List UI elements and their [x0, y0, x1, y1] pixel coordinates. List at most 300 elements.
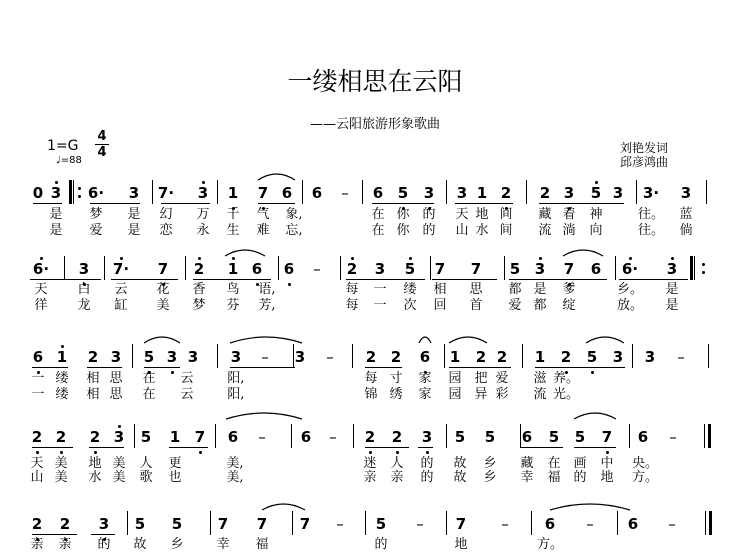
lyric-syllable: 缕 — [55, 387, 69, 402]
slur — [550, 504, 630, 510]
lyric-line-2-1 — [0, 283, 750, 297]
lyric-syllable: 每 — [364, 371, 378, 386]
duration-underline — [32, 534, 77, 535]
jianpu-note: 6 — [281, 184, 293, 202]
bar-line — [134, 424, 135, 448]
lyric-syllable: 气 — [256, 207, 270, 222]
jianpu-note: 5 — [590, 184, 602, 202]
octave-dot — [396, 451, 399, 454]
bar-line — [362, 180, 363, 204]
duration-underline — [619, 279, 688, 280]
lyric-syllable: 忘, — [285, 223, 303, 238]
lyric-syllable: 地 — [600, 470, 614, 485]
lyric-syllable: 的 — [97, 537, 111, 552]
bar-line — [522, 344, 523, 368]
lyric-syllable: 异 — [474, 387, 488, 402]
lyric-syllable: 的 — [420, 470, 434, 485]
lyric-syllable: 缕 — [55, 371, 69, 386]
stave-4 — [0, 424, 750, 454]
lyric-syllable: 歌 — [139, 470, 153, 485]
lyric-syllable: 地 — [454, 537, 468, 552]
jianpu-note: 6 — [590, 260, 602, 278]
bar-line — [185, 256, 186, 280]
lyric-syllable: 方。 — [536, 537, 564, 552]
bar-line — [708, 344, 709, 368]
bar-line — [531, 511, 532, 535]
slur — [226, 413, 302, 419]
jianpu-note: 0 — [32, 184, 44, 202]
jianpu-note: 3 — [612, 348, 624, 366]
jianpu-note: 1 — [56, 348, 68, 366]
duration-underline — [432, 279, 497, 280]
duration-underline — [574, 447, 616, 448]
jianpu-note: 1 — [476, 184, 488, 202]
lyric-syllable: 的 — [573, 470, 587, 485]
lyric-syllable: 是 — [665, 298, 679, 313]
bar-line — [215, 424, 216, 448]
lyric-syllable: 在 — [371, 207, 385, 222]
lyric-syllable: 也 — [168, 470, 182, 485]
bar-line — [217, 180, 218, 204]
jianpu-note: 5 — [143, 348, 155, 366]
lyric-syllable: 幻 — [159, 207, 173, 222]
jianpu-note: 2 — [365, 348, 377, 366]
lyric-syllable: 地 — [88, 456, 102, 471]
lyric-syllable: 人 — [139, 456, 153, 471]
lyric-syllable: 乡 — [170, 537, 184, 552]
jianpu-note: 2 — [496, 348, 508, 366]
lyric-syllable: 你 — [396, 223, 410, 238]
jianpu-note: 6 — [637, 428, 649, 446]
slur — [586, 337, 624, 343]
lyric-syllable: 藏 — [538, 207, 552, 222]
lyric-syllable: 永 — [196, 223, 210, 238]
lyric-syllable: 山 — [455, 223, 469, 238]
jianpu-note: 7 — [455, 515, 467, 533]
jianpu-note: – — [326, 348, 334, 366]
lyric-line-4-1 — [0, 457, 750, 471]
octave-dot — [595, 181, 598, 184]
lyric-syllable: 神 — [589, 207, 603, 222]
lyric-syllable: 养。 — [552, 371, 580, 386]
jianpu-note: 7 — [194, 428, 206, 446]
lyric-syllable: 的 — [374, 537, 388, 552]
lyric-syllable: 流 — [533, 387, 547, 402]
lyric-syllable: 亲 — [30, 537, 44, 552]
bar-line — [636, 180, 637, 204]
lyric-syllable: 往。 — [637, 223, 665, 238]
lyric-line-4-2 — [0, 471, 750, 485]
bar-line-thick — [690, 256, 693, 280]
lyric-syllable: 在 — [142, 371, 156, 386]
stave-3 — [0, 344, 750, 374]
octave-dot — [202, 181, 205, 184]
bar-line — [352, 344, 353, 368]
jianpu-note: 3 — [230, 348, 242, 366]
duration-underline — [89, 447, 124, 448]
jianpu-note: 7 — [256, 515, 268, 533]
time-denominator: 4 — [97, 145, 107, 160]
lyric-syllable: 蓝 — [679, 207, 693, 222]
bar-line — [705, 511, 706, 535]
lyric-syllable: 爱 — [495, 371, 509, 386]
duration-underline — [32, 367, 68, 368]
lyric-syllable: 美 — [112, 456, 126, 471]
bar-line — [210, 511, 211, 535]
jianpu-note: 7 — [217, 515, 229, 533]
lyric-syllable: 更 — [168, 456, 182, 471]
lyric-syllable: 倘 — [679, 223, 693, 238]
lyric-line-1-2 — [0, 224, 750, 238]
jianpu-note: 7 — [563, 260, 575, 278]
bar-line — [430, 256, 431, 280]
lyric-syllable: 间 — [499, 207, 513, 222]
jianpu-note: 6· — [32, 260, 50, 278]
slur — [144, 337, 180, 343]
jianpu-note: 2 — [500, 184, 512, 202]
bar-line — [292, 511, 293, 535]
octave-dot — [369, 451, 372, 454]
lyric-syllable: 云 — [114, 282, 128, 297]
bar-line — [504, 256, 505, 280]
octave-dot — [55, 181, 58, 184]
jianpu-note: 2 — [31, 515, 43, 533]
jianpu-note: – — [336, 515, 344, 533]
jianpu-note: 5 — [140, 428, 152, 446]
bar-line — [293, 344, 294, 368]
duration-underline — [32, 447, 73, 448]
bar-line — [446, 424, 447, 448]
jianpu-note: 3 — [98, 515, 110, 533]
bar-line — [444, 344, 445, 368]
bar-line — [526, 180, 527, 204]
bar-line — [127, 511, 128, 535]
jianpu-note: 7 — [257, 184, 269, 202]
bar-line — [291, 424, 292, 448]
lyric-syllable: 水 — [88, 470, 102, 485]
lyric-syllable: 光。 — [552, 387, 580, 402]
jianpu-note: 5 — [586, 348, 598, 366]
jianpu-note: – — [668, 515, 676, 533]
jianpu-note: 5 — [397, 184, 409, 202]
lyric-syllable: 在 — [547, 456, 561, 471]
lyric-syllable: 人 — [390, 456, 404, 471]
lyric-syllable: 梦 — [192, 298, 206, 313]
lyric-syllable: 美, — [226, 456, 244, 471]
jianpu-note: 6 — [32, 348, 44, 366]
lyric-syllable: 恋 — [159, 223, 173, 238]
jianpu-note: 2 — [59, 515, 71, 533]
bar-line — [446, 180, 447, 204]
lyric-syllable: 云 — [180, 371, 194, 386]
lyric-syllable: 福 — [255, 537, 269, 552]
lyric-syllable: 是 — [665, 282, 679, 297]
jianpu-note: 5 — [548, 428, 560, 446]
jianpu-note: 6 — [300, 428, 312, 446]
duration-underline — [144, 367, 180, 368]
lyric-syllable: 鸟 — [226, 282, 240, 297]
lyric-syllable: 生 — [226, 223, 240, 238]
lyric-syllable: 的 — [420, 456, 434, 471]
jianpu-note: 3 — [421, 428, 433, 446]
lyric-syllable: 亲 — [363, 470, 377, 485]
octave-dot — [351, 257, 354, 260]
bar-line — [217, 344, 218, 368]
time-signature — [95, 130, 109, 159]
jianpu-note: 2 — [31, 428, 43, 446]
jianpu-note: 3 — [113, 428, 125, 446]
lyric-syllable: 次 — [403, 298, 417, 313]
lyric-line-2-2 — [0, 299, 750, 313]
jianpu-note: – — [341, 184, 349, 202]
lyric-syllable: 故 — [133, 537, 147, 552]
duration-underline — [87, 367, 122, 368]
lyric-syllable: 园 — [448, 371, 462, 386]
jianpu-note: 2 — [391, 428, 403, 446]
jianpu-note: 1 — [169, 428, 181, 446]
slur — [230, 337, 302, 343]
lyric-syllable: 地 — [475, 207, 489, 222]
lyric-syllable: 花 — [156, 282, 170, 297]
slur — [419, 337, 431, 343]
octave-dot — [426, 451, 429, 454]
duration-underline — [33, 203, 62, 204]
lyric-syllable: 芳, — [258, 298, 276, 313]
lyric-syllable: 流 — [538, 223, 552, 238]
lyric-syllable: 是 — [49, 223, 63, 238]
jianpu-note: 2 — [55, 428, 67, 446]
lyric-syllable: 徉 — [34, 298, 48, 313]
jianpu-note: 7· — [112, 260, 130, 278]
lyric-syllable: 家 — [418, 371, 432, 386]
lyric-syllable: 山 — [30, 470, 44, 485]
jianpu-note: 7 — [157, 260, 169, 278]
jianpu-note: 6 — [283, 260, 295, 278]
jianpu-note: 2 — [560, 348, 572, 366]
octave-dot — [60, 451, 63, 454]
lyric-syllable: 绽 — [562, 298, 576, 313]
jianpu-note: 2 — [364, 428, 376, 446]
duration-underline — [161, 203, 210, 204]
octave-dot — [671, 257, 674, 260]
jianpu-note: 3 — [534, 260, 546, 278]
lyric-syllable: 寸 — [389, 371, 403, 386]
lyric-syllable: 亲 — [390, 470, 404, 485]
jianpu-note: – — [669, 428, 677, 446]
lyric-syllable: 爱 — [89, 223, 103, 238]
octave-dot — [629, 257, 632, 260]
duration-underline — [90, 203, 140, 204]
lyric-syllable: 中 — [600, 456, 614, 471]
jianpu-note: 2 — [89, 428, 101, 446]
stave-1 — [0, 180, 750, 210]
lyric-syllable: 是 — [127, 223, 141, 238]
jianpu-note: 1 — [227, 260, 239, 278]
lyric-syllable: 的 — [422, 223, 436, 238]
lyric-syllable: 难 — [256, 223, 270, 238]
lyric-syllable: 美 — [54, 456, 68, 471]
lyric-syllable: 故 — [453, 456, 467, 471]
jianpu-note: 3 — [680, 184, 692, 202]
jianpu-note: – — [501, 515, 509, 533]
lyric-syllable: 幸 — [216, 537, 230, 552]
jianpu-note: – — [416, 515, 424, 533]
lyric-syllable: 芬 — [226, 298, 240, 313]
lyric-syllable: 一 — [31, 371, 45, 386]
lyric-syllable: 天 — [34, 282, 48, 297]
jianpu-note: – — [261, 348, 269, 366]
jianpu-note: 6 — [419, 348, 431, 366]
jianpu-note: 3 — [197, 184, 209, 202]
lyric-syllable: 在 — [371, 223, 385, 238]
lyric-syllable: 是 — [49, 207, 63, 222]
jianpu-note: – — [258, 428, 266, 446]
bar-line — [278, 256, 279, 280]
lyric-syllable: 一 — [373, 298, 387, 313]
jianpu-note: 6· — [621, 260, 639, 278]
octave-dot — [232, 257, 235, 260]
duration-underline — [418, 447, 433, 448]
jianpu-note: 7· — [157, 184, 175, 202]
slur — [262, 504, 305, 510]
lyric-syllable: 白 — [77, 282, 91, 297]
octave-dot — [118, 425, 121, 428]
jianpu-note: 3 — [78, 260, 90, 278]
lyric-syllable: 向 — [589, 223, 603, 238]
octave-dot — [539, 257, 542, 260]
lyric-syllable: 象, — [285, 207, 303, 222]
bar-line — [132, 344, 133, 368]
jianpu-note: 7 — [601, 428, 613, 446]
jianpu-note: 2 — [87, 348, 99, 366]
octave-dot — [409, 257, 412, 260]
duration-underline — [365, 447, 409, 448]
bar-line — [73, 180, 74, 204]
bar-line — [704, 424, 705, 448]
jianpu-note: 5 — [454, 428, 466, 446]
lyric-syllable: 央。 — [631, 456, 659, 471]
lyric-syllable: 美 — [112, 470, 126, 485]
jianpu-note: 3 — [128, 184, 140, 202]
lyric-syllable: 天 — [455, 207, 469, 222]
lyric-syllable: 每 — [345, 282, 359, 297]
bar-line — [632, 344, 633, 368]
duration-underline — [169, 447, 208, 448]
bar-line — [353, 424, 354, 448]
lyric-syllable: 阳, — [227, 387, 245, 402]
jianpu-note: 1 — [534, 348, 546, 366]
jianpu-note: 2 — [539, 184, 551, 202]
duration-underline — [521, 447, 563, 448]
lyric-syllable: 着 — [562, 207, 576, 222]
bar-line — [615, 256, 616, 280]
lyric-syllable: 的 — [422, 207, 436, 222]
jianpu-note: 5 — [404, 260, 416, 278]
lyric-syllable: 相 — [86, 371, 100, 386]
jianpu-note: 5 — [574, 428, 586, 446]
lyric-syllable: 家 — [418, 387, 432, 402]
duration-underline — [535, 367, 625, 368]
lyric-syllable: 在 — [142, 387, 156, 402]
bar-line-thick — [708, 424, 711, 448]
lyric-syllable: 乡 — [483, 470, 497, 485]
jianpu-note: – — [313, 260, 321, 278]
duration-underline — [539, 203, 624, 204]
lyric-syllable: 相 — [433, 282, 447, 297]
song-subtitle: ——云阳旅游形象歌曲 — [309, 117, 440, 132]
duration-underline — [193, 279, 271, 280]
lyric-syllable: 思 — [109, 371, 123, 386]
lyric-syllable: 故 — [453, 470, 467, 485]
octave-dot — [94, 451, 97, 454]
jianpu-note: 3 — [50, 184, 62, 202]
duration-underline — [455, 203, 513, 204]
lyric-syllable: 画 — [573, 456, 587, 471]
jianpu-note: – — [586, 515, 594, 533]
song-title: 一缕相思在云阳 — [287, 67, 463, 96]
jianpu-note: 3 — [110, 348, 122, 366]
lyric-syllable: 美 — [156, 298, 170, 313]
jianpu-note: 3 — [666, 260, 678, 278]
jianpu-note: 3 — [456, 184, 468, 202]
slur — [574, 413, 616, 419]
lyric-syllable: 绣 — [389, 387, 403, 402]
octave-dot — [61, 345, 64, 348]
lyric-syllable: 一 — [31, 387, 45, 402]
lyric-syllable: 乡 — [483, 456, 497, 471]
duration-underline — [509, 279, 607, 280]
jianpu-note: 5 — [509, 260, 521, 278]
octave-dot — [36, 451, 39, 454]
jianpu-note: 6 — [227, 428, 239, 446]
lyric-syllable: 幸 — [520, 470, 534, 485]
bar-line — [706, 180, 707, 204]
jianpu-note: 5 — [484, 428, 496, 446]
lyric-syllable: 天 — [30, 456, 44, 471]
lyric-syllable: 回 — [433, 298, 447, 313]
lyric-syllable: 藏 — [520, 456, 534, 471]
jianpu-note: 6 — [544, 515, 556, 533]
lyric-syllable: 间 — [499, 223, 513, 238]
jianpu-note: 7 — [470, 260, 482, 278]
bar-line — [365, 511, 366, 535]
lyric-syllable: 淌 — [562, 223, 576, 238]
jianpu-note: 6 — [372, 184, 384, 202]
composer-credit: 邱彦鸿曲 — [620, 155, 669, 169]
lyric-syllable: 都 — [533, 298, 547, 313]
lyric-syllable: 把 — [474, 371, 488, 386]
bar-line — [629, 424, 630, 448]
lyric-line-3-1 — [0, 372, 750, 386]
lyric-line-1-1 — [0, 208, 750, 222]
octave-dot — [199, 451, 202, 454]
jianpu-note: 3 — [423, 184, 435, 202]
lyric-syllable: 思 — [469, 282, 483, 297]
jianpu-note: 3 — [563, 184, 575, 202]
jianpu-note: 3 — [187, 348, 199, 366]
bar-line — [694, 256, 695, 280]
duration-underline — [372, 203, 434, 204]
lyric-syllable: 乡。 — [616, 282, 644, 297]
octave-dot — [198, 257, 201, 260]
jianpu-note: 6 — [311, 184, 323, 202]
lyric-syllable: 福 — [547, 470, 561, 485]
lyric-syllable: 一 — [373, 282, 387, 297]
lyric-syllable: 彩 — [495, 387, 509, 402]
jianpu-note: 6 — [251, 260, 263, 278]
tempo-marking: ♩=88 — [56, 155, 82, 166]
jianpu-note: – — [677, 348, 685, 366]
